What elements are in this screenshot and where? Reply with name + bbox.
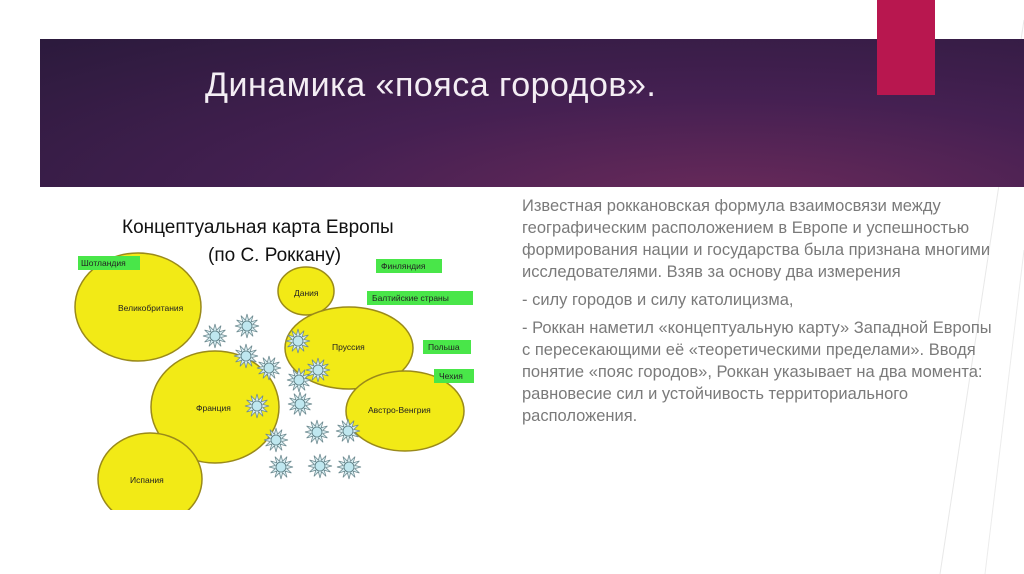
city-star-icon — [269, 455, 293, 479]
diagram-heading-line2: (по С. Роккану) — [208, 245, 342, 266]
city-star-icon — [305, 420, 329, 444]
concept-map-diagram — [70, 205, 490, 510]
label-denmark: Дания — [294, 288, 319, 298]
label-britain: Великобритания — [118, 303, 184, 313]
label-finland: Финляндия — [381, 261, 426, 271]
label-scotland: Шотландия — [81, 258, 126, 268]
slide-title: Динамика «пояса городов». — [205, 66, 657, 104]
label-spain: Испания — [130, 475, 164, 485]
city-star-icon — [308, 454, 332, 478]
label-austria: Австро-Венгрия — [368, 405, 431, 415]
label-baltic: Балтийские страны — [372, 293, 449, 303]
paragraph-2: - силу городов и силу католицизма, — [522, 291, 794, 309]
label-poland: Польша — [428, 342, 460, 352]
paragraph-1: Известная роккановская формула взаимосвязи между географическим расположением в Европе и успешностью формирования нации и государства была признана многими исследователями. Взяв за основу два измерения — [522, 197, 991, 281]
diagram-heading-line1: Концептуальная карта Европы — [122, 217, 394, 238]
city-star-icon — [235, 314, 259, 338]
accent-bar — [877, 0, 935, 95]
paragraph-3: - Роккан наметил «концептуальную карту» Западной Европы с пересекающими её «теоретическими пределами». Вводя понятие «пояс городов», Роккан указывает на два момента: равновесие сил и устойчивость территориального расположения. — [522, 319, 992, 425]
label-czech: Чехия — [439, 371, 463, 381]
city-star-icon — [203, 324, 227, 348]
label-france: Франция — [196, 403, 231, 413]
body-text — [522, 195, 1000, 433]
city-star-icon — [288, 392, 312, 416]
label-prussia: Пруссия — [332, 342, 365, 352]
city-star-icon — [337, 455, 361, 479]
